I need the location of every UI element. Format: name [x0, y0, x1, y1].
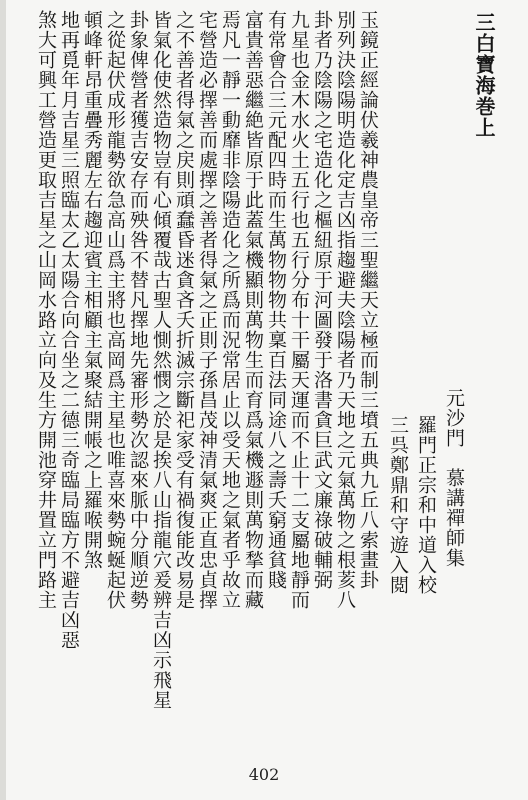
- text-column: 皆氣化使然造物豈有心傾覆哉古聖人惻然憫之於是挨八山指龍穴爰辨吉凶示飛星: [150, 10, 172, 710]
- chapter-title: 三白寶海巻上: [472, 12, 496, 138]
- text-column: 玉鏡正經論伏羲神農皇帝三聖繼天立極而制三墳五典九丘八索畫卦: [357, 10, 379, 590]
- text-column: 卦象俾營者獲吉安存而殃咎不替凡擇地先審形勢次認來脈中分順逆勢: [127, 10, 149, 610]
- text-column: 九星也金木水火土五行也五行分布十干屬天運而不止十二支屬地靜而: [288, 10, 310, 610]
- text-column: 別列決陰陽明造化定吉凶指趨避夫陰陽者乃天地之元氣萬物之根荄八: [334, 10, 356, 610]
- page-number: 402: [248, 765, 280, 784]
- text-column: 宅營造必擇善而處擇之善者得氣之正則子孫昌茂神清氣爽正直忠貞擇: [196, 10, 218, 610]
- text-column: 卦者乃陰陽之宅造化之樞紐原于河圖發于洛書貪巨武文廉祿破輔弼: [311, 10, 333, 590]
- text-column: 之不善者得氣之戻則頑蠢昏迷貪吝夭折滅宗斷祀家受有禍復能改易是: [173, 10, 195, 610]
- text-column: 地再覓年月吉星三照臨太乙太陽合向合坐之二德三奇臨局臨方不避吉凶惡: [58, 10, 80, 650]
- text-column: 頓峰軒昂重疊秀麗左右趨迎賓主相顧主氣聚結開帳之上羅喉開煞: [81, 10, 103, 570]
- text-column: 有常會合三元配四時而生萬物物物共稟百法同途八之壽夭窮通貧賤: [265, 10, 287, 590]
- text-column: 焉凡一靜一動靡非陰陽造化之所爲而況常居止以受天地之氣者乎故立: [219, 10, 241, 610]
- page-edge-shadow: [0, 0, 6, 800]
- author-line: 三呉鄭鼎和守遊入閲: [387, 415, 409, 595]
- author-line: 元沙門 慕講禪師集: [443, 388, 465, 568]
- text-column: 之從起伏成形龍勢欲急高山爲主將也高岡爲主星也唯喜來勢蜿蜒起伏: [104, 10, 126, 610]
- author-line: 羅門正宗和中道入校: [415, 415, 437, 595]
- text-column: 富貴善惡繼絶皆原于此蓋氣機顯則萬物生而育爲氣機遯則萬物揫而藏: [242, 10, 264, 610]
- text-column: 煞大可興工營造更取吉星之山岡水路立向及生方開池穿井置立門路主: [35, 10, 57, 610]
